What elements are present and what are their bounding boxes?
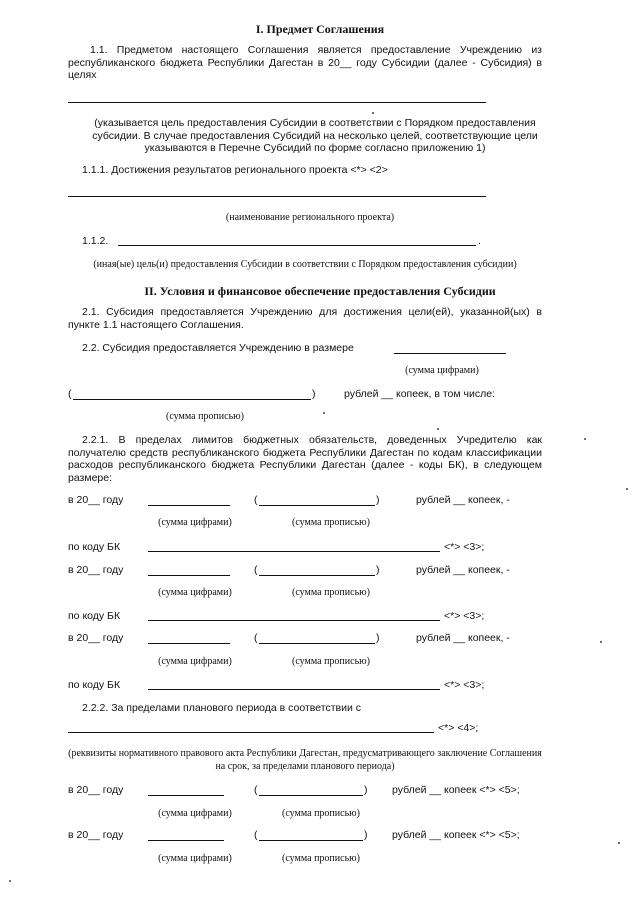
rubles-kopecks-2: рублей __ копеек, - — [416, 564, 510, 576]
fill-line-project — [68, 196, 486, 197]
fill-line-words-5 — [259, 840, 363, 841]
year-label-1: в 20__ году — [68, 494, 124, 506]
fill-line-kbk-3 — [148, 689, 440, 690]
paragraph-1-1-1: 1.1.1. Достижения результатов регионального проекта <*> <2> — [82, 164, 388, 176]
fill-line-legal-act — [68, 732, 434, 733]
paragraph-2-2-2: 2.2.2. За пределами планового периода в соответствии с — [82, 702, 361, 714]
caption-words-2: (сумма прописью) — [292, 587, 370, 598]
paren-close-2: ) — [376, 564, 380, 576]
fill-line-amount-words — [73, 399, 311, 400]
fill-line-digits-5 — [148, 840, 224, 841]
caption-words-5: (сумма прописью) — [282, 853, 360, 864]
rubles-kopecks-ref5-2: рублей __ копеек <*> <5>; — [392, 829, 520, 841]
caption-project-name: (наименование регионального проекта) — [225, 212, 395, 223]
year-label-4: в 20__ году — [68, 784, 124, 796]
scan-speck — [323, 412, 325, 414]
kbk-ref-2: <*> <3>; — [444, 610, 485, 622]
paragraph-2-2-1: 2.2.1. В пределах лимитов бюджетных обязательств, доведенных Учредителю как получателю средств республиканского бюджета Республики Дагестан по кодам классификации расходов республиканского бюджета Республики Дагестан (далее - коды БК), в следующем размере: — [68, 434, 542, 484]
fill-line-words-1 — [259, 505, 375, 506]
scan-speck — [618, 842, 620, 844]
caption-words-1: (сумма прописью) — [292, 517, 370, 528]
kbk-label-2: по коду БК — [68, 610, 121, 622]
paragraph-1-1-2: 1.1.2. — [82, 235, 109, 247]
rubles-kopecks-ref5-1: рублей __ копеек <*> <5>; — [392, 784, 520, 796]
year-label-3: в 20__ году — [68, 632, 124, 644]
caption-other-purpose: (иная(ые) цель(и) предоставления Субсидии в соответствии с Порядком предоставления субсидии) — [93, 259, 517, 270]
kbk-label-3: по коду БК — [68, 679, 121, 691]
scan-speck — [9, 880, 11, 882]
scan-speck — [600, 641, 602, 643]
paren-open-1: ( — [254, 494, 258, 506]
caption-digits-4: (сумма цифрами) — [158, 808, 232, 819]
fill-line-other-purpose — [118, 245, 476, 246]
year-label-2: в 20__ году — [68, 564, 124, 576]
paren-close-3: ) — [376, 632, 380, 644]
scan-speck — [584, 438, 586, 440]
fill-line-digits-1 — [148, 505, 230, 506]
caption-amount-digits: (сумма цифрами) — [405, 365, 479, 376]
fill-line-words-2 — [259, 575, 375, 576]
fill-line-words-3 — [259, 643, 375, 644]
paren-open-4: ( — [254, 784, 258, 796]
paragraph-2-1: 2.1. Субсидия предоставляется Учреждению для достижения цели(ей), указанной(ых) в пункте 1.1 настоящего Соглашения. — [68, 306, 542, 331]
fill-line-amount-digits — [394, 353, 506, 354]
paren-close: ) — [312, 388, 316, 400]
caption-digits-1: (сумма цифрами) — [158, 517, 232, 528]
section-2-title: II. Условия и финансовое обеспечение предоставления Субсидии — [144, 284, 496, 298]
paren-open-2: ( — [254, 564, 258, 576]
fill-line-kbk-2 — [148, 620, 440, 621]
fill-line-digits-2 — [148, 575, 230, 576]
fill-line-digits-3 — [148, 643, 230, 644]
rubles-kopecks-incl: рублей __ копеек, в том числе: — [344, 388, 495, 400]
scan-speck — [437, 428, 439, 430]
caption-digits-2: (сумма цифрами) — [158, 587, 232, 598]
note-requisites: (реквизиты нормативного правового акта Республики Дагестан, предусматривающего заключение Соглашения на срок, за пределами планового периода) — [68, 748, 542, 772]
scan-speck — [626, 488, 628, 490]
fill-line-digits-4 — [148, 795, 224, 796]
paragraph-1-1-2-end: . — [478, 235, 481, 247]
kbk-label-1: по коду БК — [68, 541, 121, 553]
scan-speck — [372, 112, 374, 114]
kbk-ref-3: <*> <3>; — [444, 679, 485, 691]
caption-amount-words: (сумма прописью) — [166, 411, 244, 422]
paren-open: ( — [68, 388, 72, 400]
paren-close-4: ) — [364, 784, 368, 796]
caption-words-4: (сумма прописью) — [282, 808, 360, 819]
note-purpose: (указывается цель предоставления Субсидии в соответствии с Порядком предоставления субсидии. В случае предоставления Субсидий на несколько целей, соответствующие цели указываются в Перечне Субсидий по форме согласно приложению 1) — [92, 117, 538, 154]
section-1-title: I. Предмет Соглашения — [255, 22, 385, 36]
paragraph-2-2: 2.2. Субсидия предоставляется Учреждению в размере — [82, 342, 354, 354]
caption-digits-3: (сумма цифрами) — [158, 656, 232, 667]
year-label-5: в 20__ году — [68, 829, 124, 841]
fill-line-kbk-1 — [148, 551, 440, 552]
rubles-kopecks-1: рублей __ копеек, - — [416, 494, 510, 506]
caption-digits-5: (сумма цифрами) — [158, 853, 232, 864]
kbk-ref-1: <*> <3>; — [444, 541, 485, 553]
caption-words-3: (сумма прописью) — [292, 656, 370, 667]
paren-close-5: ) — [364, 829, 368, 841]
paren-close-1: ) — [376, 494, 380, 506]
fill-line-words-4 — [259, 795, 363, 796]
paren-open-3: ( — [254, 632, 258, 644]
paragraph-1-1: 1.1. Предметом настоящего Соглашения является предоставление Учреждению из республиканского бюджета Республики Дагестан в 20__ году Субсидии (далее - Субсидия) в целях — [68, 44, 542, 81]
rubles-kopecks-3: рублей __ копеек, - — [416, 632, 510, 644]
paren-open-5: ( — [254, 829, 258, 841]
fill-line-purpose — [68, 102, 486, 103]
ref-4: <*> <4>; — [438, 722, 479, 734]
